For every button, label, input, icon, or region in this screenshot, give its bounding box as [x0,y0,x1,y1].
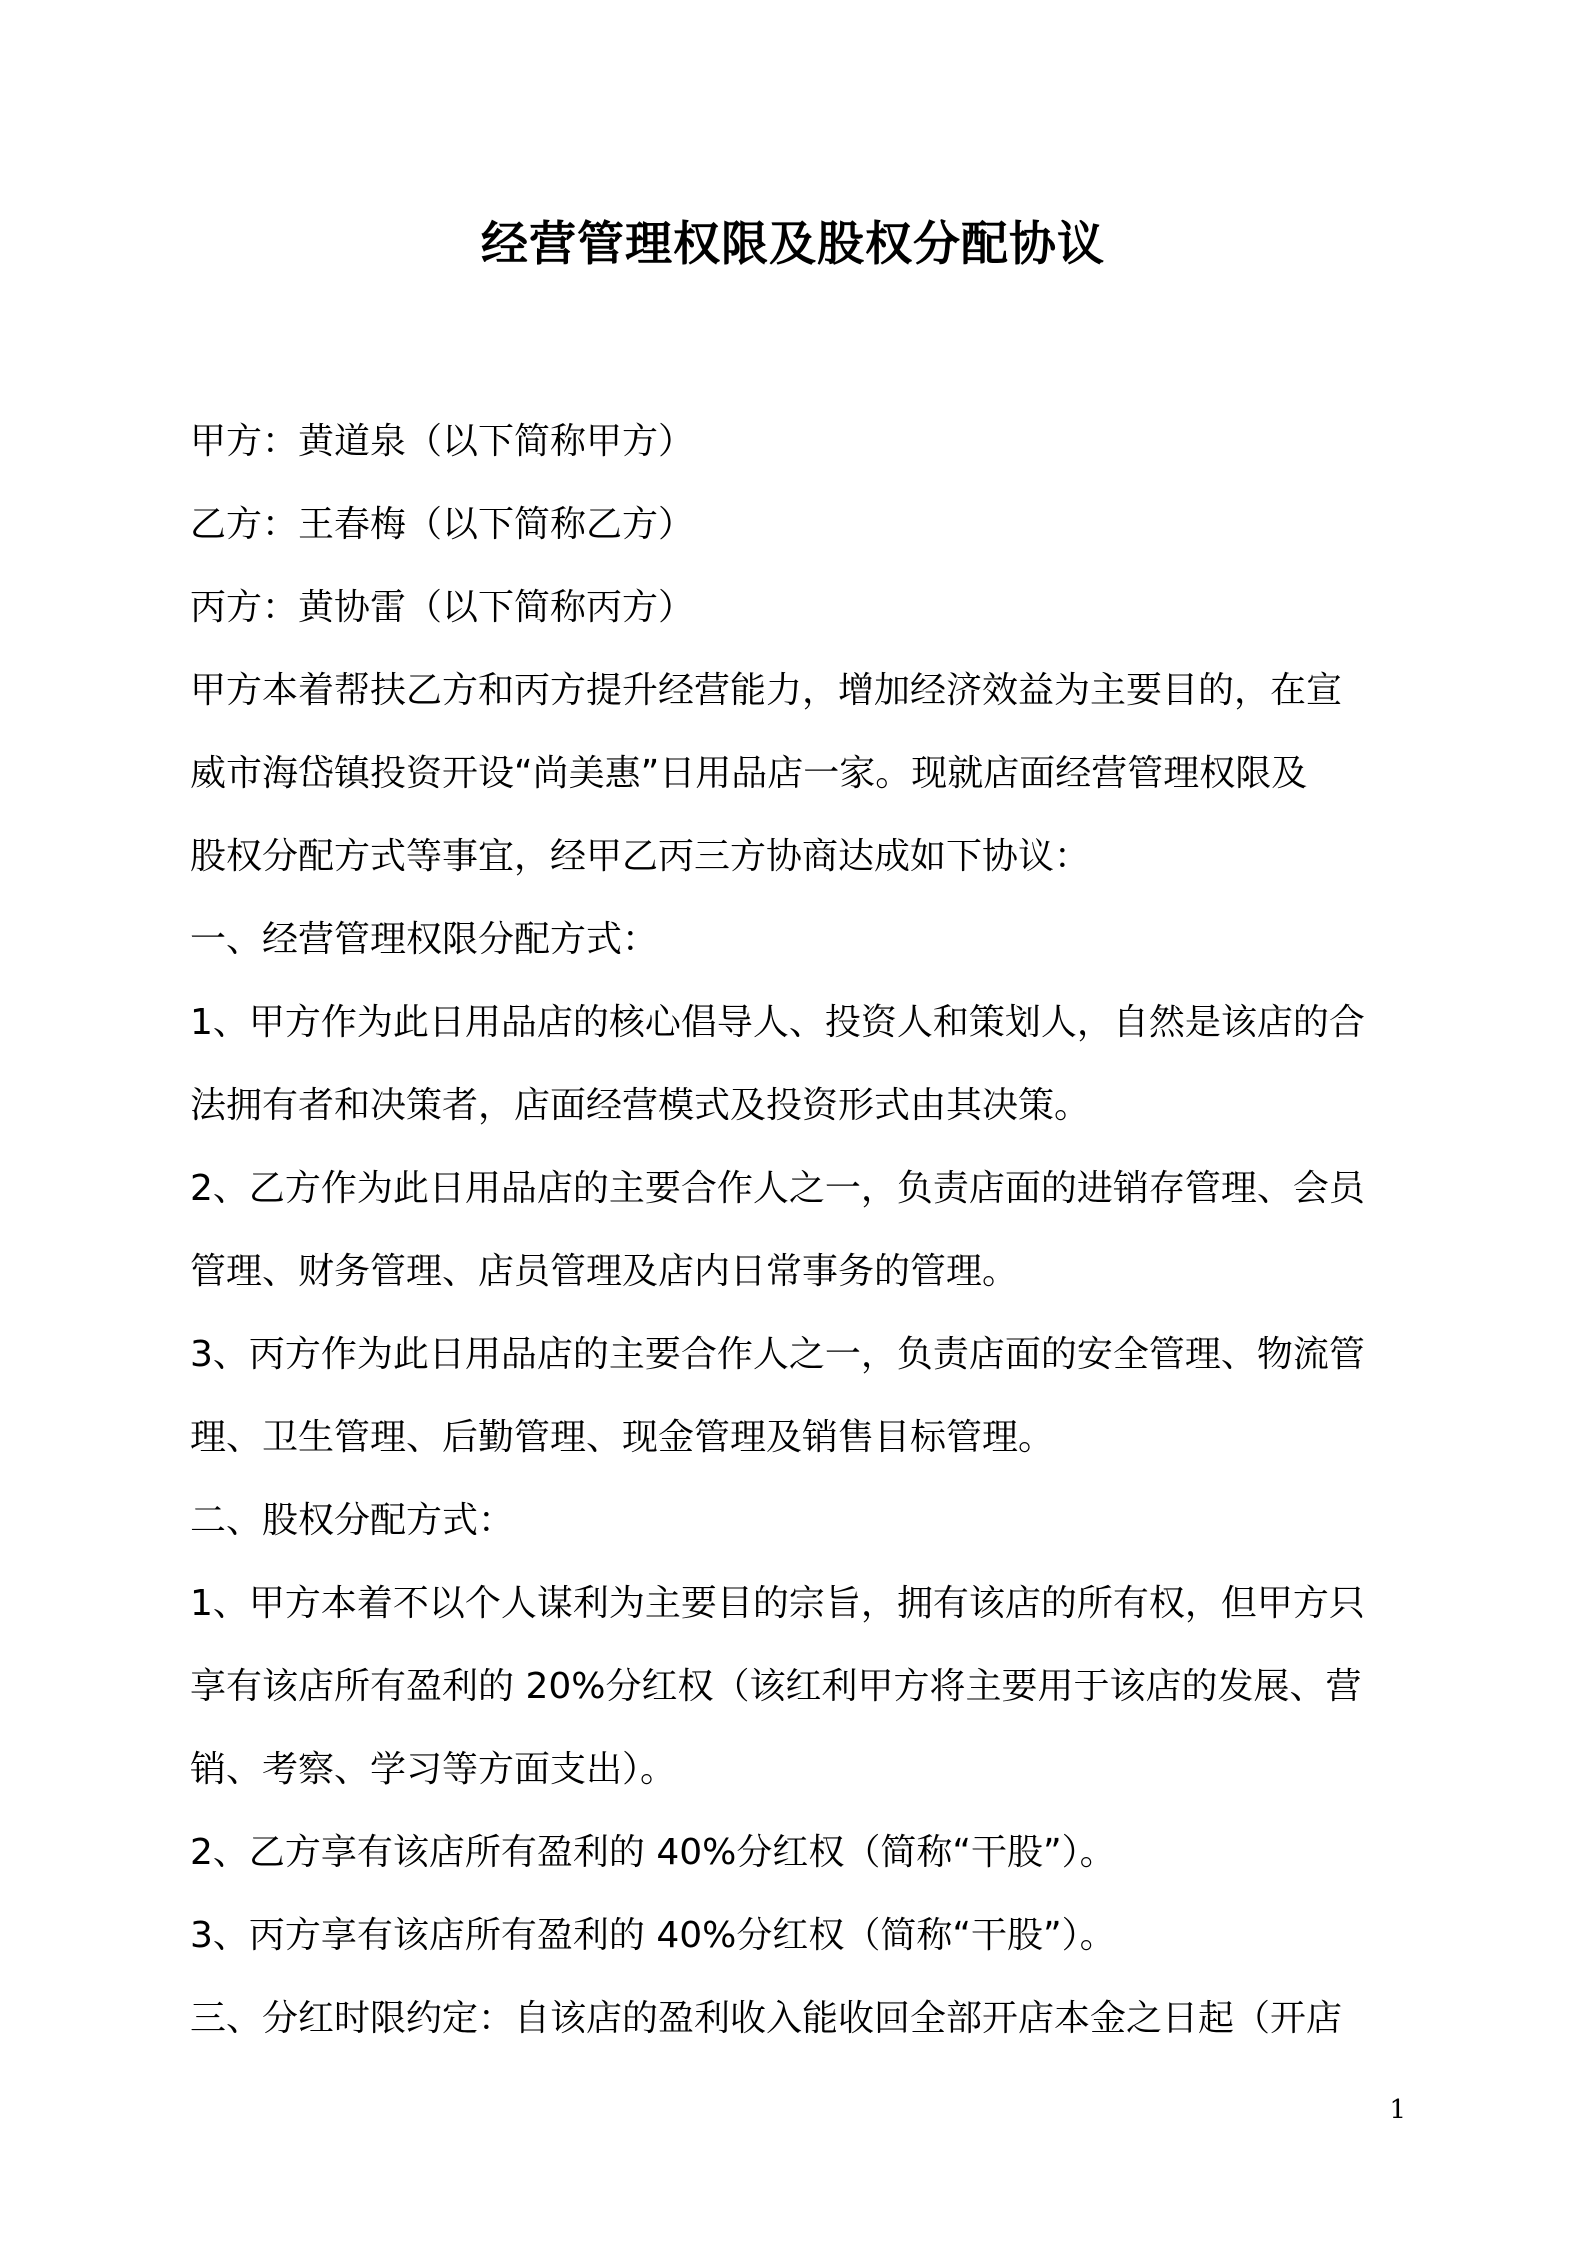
party-a-line: 甲方：黄道泉（以下简称甲方） [190,421,695,462]
clause-line: 1、甲方本着不以个人谋利为主要目的宗旨，拥有该店的所有权，但甲方只 [190,1583,1365,1624]
party-b-line: 乙方：王春梅（以下简称乙方） [190,504,695,545]
document-body [190,400,1410,2060]
section-heading: 三、分红时限约定：自该店的盈利收入能收回全部开店本金之日起（开店 [190,1998,1343,2039]
clause-line: 3、丙方作为此日用品店的主要合作人之一，负责店面的安全管理、物流管 [190,1334,1365,1375]
clause-line: 2、乙方享有该店所有盈利的 40%分红权（简称“干股”）。 [190,1832,1116,1873]
section-heading: 二、股权分配方式： [190,1500,515,1541]
clause-line: 管理、财务管理、店员管理及店内日常事务的管理。 [190,1251,1019,1292]
clause-line: 理、卫生管理、后勤管理、现金管理及销售目标管理。 [190,1417,1055,1458]
clause-line: 销、考察、学习等方面支出）。 [190,1749,677,1790]
page-number: 1 [1389,2095,1406,2125]
document-title: 经营管理权限及股权分配协议 [481,217,1105,272]
clause-line: 法拥有者和决策者，店面经营模式及投资形式由其决策。 [190,1085,1091,1126]
clause-line: 享有该店所有盈利的 20%分红权（该红利甲方将主要用于该店的发展、营 [190,1666,1362,1707]
clause-line: 1、甲方作为此日用品店的核心倡导人、投资人和策划人，自然是该店的合 [190,1002,1365,1043]
preamble-line: 股权分配方式等事宜，经甲乙丙三方协商达成如下协议： [190,836,1091,877]
party-c-line: 丙方：黄协雷（以下简称丙方） [190,587,695,628]
clause-line: 3、丙方享有该店所有盈利的 40%分红权（简称“干股”）。 [190,1915,1116,1956]
preamble-line: 甲方本着帮扶乙方和丙方提升经营能力，增加经济效益为主要目的，在宣 [190,670,1343,711]
preamble-line: 威市海岱镇投资开设“尚美惠”日用品店一家。现就店面经营管理权限及 [190,753,1308,794]
clause-line: 2、乙方作为此日用品店的主要合作人之一，负责店面的进销存管理、会员 [190,1168,1365,1209]
section-heading: 一、经营管理权限分配方式： [190,919,659,960]
